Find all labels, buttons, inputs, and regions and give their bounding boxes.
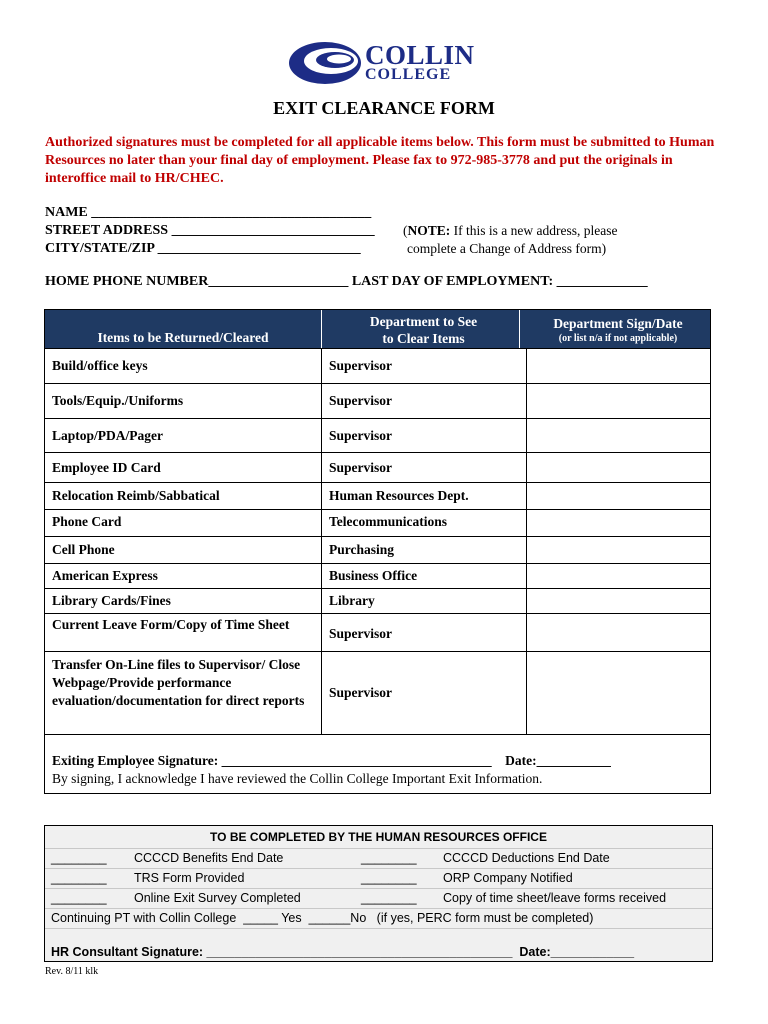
table-row: Library Cards/Fines Library [45, 588, 710, 614]
hr-blank-timesheet[interactable]: ________ [361, 891, 417, 905]
table-row: Tools/Equip./Uniforms Supervisor [45, 383, 710, 419]
table-row: American Express Business Office [45, 563, 710, 589]
hr-blank-benefits[interactable]: ________ [51, 851, 107, 865]
table-row: Cell Phone Purchasing [45, 536, 710, 564]
table-row: Transfer On-Line files to Supervisor/ Close Webpage/Provide performance evaluation/documentation for direct reports Supervisor [45, 651, 710, 735]
address-note: (NOTE: If this is a new address, please complete a Change of Address form) [403, 223, 618, 256]
hr-blank-orp[interactable]: ________ [361, 871, 417, 885]
header-sign-date: Department Sign/Date (or list n/a if not applicable) [553, 316, 683, 344]
hr-consultant-signature-field[interactable]: HR Consultant Signature: ____________________________________________ Date:____________ [51, 945, 635, 959]
table-row: Laptop/PDA/Pager Supervisor [45, 418, 710, 453]
hr-blank-deductions[interactable]: ________ [361, 851, 417, 865]
phone-and-last-day-field[interactable]: HOME PHONE NUMBER____________________ LAST DAY OF EMPLOYMENT: _____________ [45, 274, 648, 289]
continuing-pt-field[interactable]: Continuing PT with Collin College _____ Yes ______No (if yes, PERC form must be completed) [51, 911, 594, 925]
acknowledgement-text: By signing, I acknowledge I have reviewed the Collin College Important Exit Information. [52, 771, 543, 786]
street-address-field[interactable]: STREET ADDRESS _____________________________ [45, 223, 375, 238]
instructions-notice: Authorized signatures must be completed for all applicable items below. This form must be submitted to Human Resources no later than your final day of employment. Please fax to 972-985-3778 and put the originals in interoffice mail to HR/CHEC. [45, 135, 715, 186]
employee-signature-block [45, 734, 710, 795]
employee-signature-field[interactable]: Exiting Employee Signature: ________________________________________ Date:___________ [52, 753, 611, 768]
table-row: Relocation Reimb/Sabbatical Human Resources Dept. [45, 482, 710, 510]
table-row: Employee ID Card Supervisor [45, 452, 710, 483]
table-row: Phone Card Telecommunications [45, 509, 710, 537]
hr-section-title: TO BE COMPLETED BY THE HUMAN RESOURCES OFFICE [210, 830, 547, 844]
hr-office-section: TO BE COMPLETED BY THE HUMAN RESOURCES OFFICE ________ CCCCD Benefits End Date ________ CCCCD Deductions End Date ________ TRS Form Provided ________ ORP Company Notified ________ Online Exit Survey Completed ________ Copy of time sheet/leave forms received Continuing PT with Collin College _____ Yes ______No (if yes, PERC form must be completed) HR Consultant Signature: ____________________________________________ Date:____________ [44, 825, 713, 962]
logo-word-college: COLLEGE [365, 66, 452, 83]
name-field[interactable]: NAME ________________________________________ [45, 205, 372, 220]
table-row: Current Leave Form/Copy of Time Sheet Supervisor [45, 613, 710, 652]
header-department: Department to See to Clear Items [369, 314, 478, 346]
form-title: EXIT CLEARANCE FORM [273, 98, 495, 118]
hr-blank-survey[interactable]: ________ [51, 891, 107, 905]
table-row: Build/office keys Supervisor [45, 348, 710, 384]
clearance-items-table [44, 309, 711, 794]
revision-label: Rev. 8/11 klk [45, 966, 99, 977]
city-state-zip-field[interactable]: CITY/STATE/ZIP _____________________________ [45, 241, 361, 256]
collin-college-logo [287, 40, 477, 86]
hr-blank-trs[interactable]: ________ [51, 871, 107, 885]
table-header [45, 310, 710, 348]
swirl-logo-icon [287, 40, 363, 86]
header-items: Items to be Returned/Cleared [97, 330, 269, 345]
logo-word-collin: COLLIN [365, 40, 475, 70]
